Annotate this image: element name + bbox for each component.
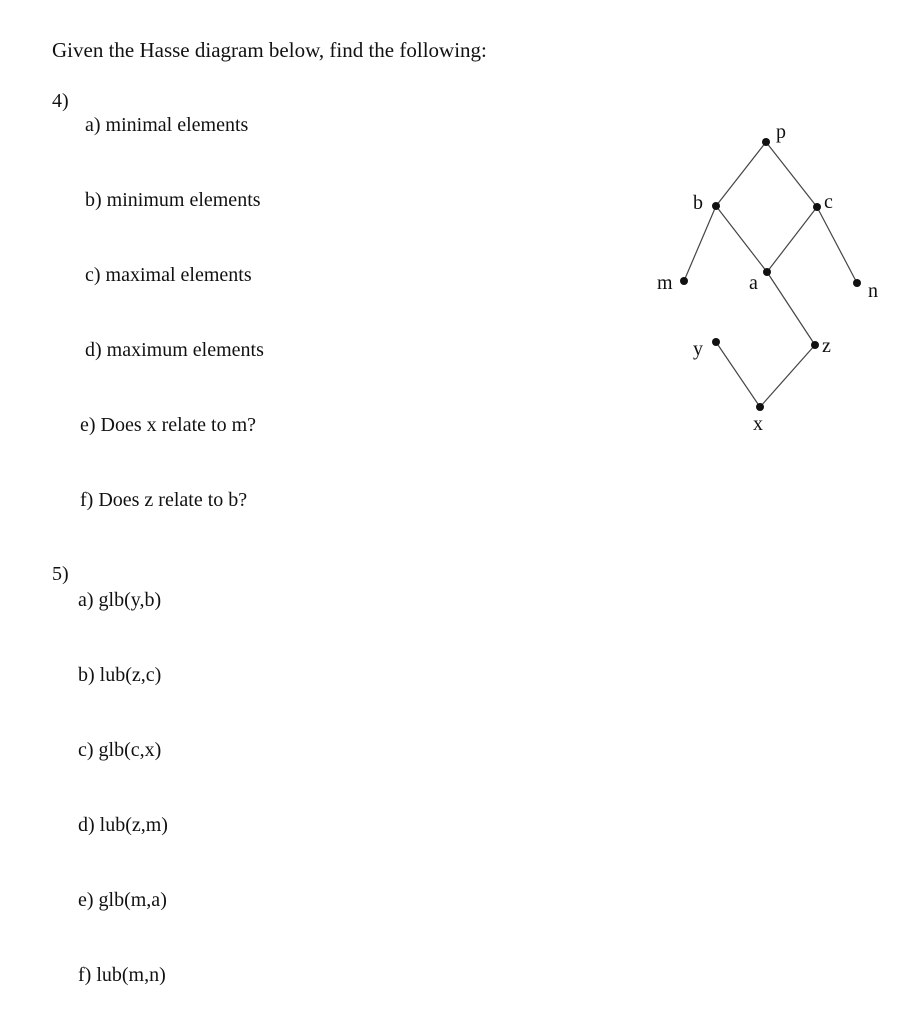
node-a <box>763 268 771 276</box>
node-z <box>811 341 819 349</box>
problem-4-question-f: f) Does z relate to b? <box>80 489 248 511</box>
edge-b-a <box>716 206 767 272</box>
edge-c-n <box>817 207 857 283</box>
edge-a-z <box>767 272 815 345</box>
label-m: m <box>657 272 673 294</box>
label-z: z <box>822 335 831 357</box>
node-m <box>680 277 688 285</box>
edge-b-m <box>684 206 716 281</box>
edge-y-x <box>716 342 760 407</box>
problem-5-question-e: e) glb(m,a) <box>78 889 167 911</box>
node-b <box>712 202 720 210</box>
node-x <box>756 403 764 411</box>
edge-p-b <box>716 142 766 206</box>
label-b: b <box>693 192 703 214</box>
edge-p-c <box>766 142 817 207</box>
node-y <box>712 338 720 346</box>
label-p: p <box>776 121 786 143</box>
problem-4-number: 4) <box>52 90 69 112</box>
problem-4-question-c: c) maximal elements <box>85 264 252 286</box>
label-n: n <box>868 280 878 302</box>
problem-4-question-a: a) minimal elements <box>85 114 249 136</box>
instructions-heading: Given the Hasse diagram below, find the following: <box>52 38 487 62</box>
problem-5-question-f: f) lub(m,n) <box>78 964 166 986</box>
label-c: c <box>824 191 833 213</box>
problem-4-question-b: b) minimum elements <box>85 189 261 211</box>
label-a: a <box>749 272 758 294</box>
problem-5-question-b: b) lub(z,c) <box>78 664 162 686</box>
problem-5-question-d: d) lub(z,m) <box>78 814 168 836</box>
problem-5-number: 5) <box>52 563 69 585</box>
problem-5-question-a: a) glb(y,b) <box>78 589 162 611</box>
node-c <box>813 203 821 211</box>
edge-z-x <box>760 345 815 407</box>
node-n <box>853 279 861 287</box>
problem-5-question-c: c) glb(c,x) <box>78 739 162 761</box>
edge-c-a <box>767 207 817 272</box>
node-p <box>762 138 770 146</box>
problem-4-question-d: d) maximum elements <box>85 339 264 361</box>
problem-4-question-e: e) Does x relate to m? <box>80 414 257 436</box>
label-x: x <box>753 413 763 435</box>
label-y: y <box>693 338 703 360</box>
